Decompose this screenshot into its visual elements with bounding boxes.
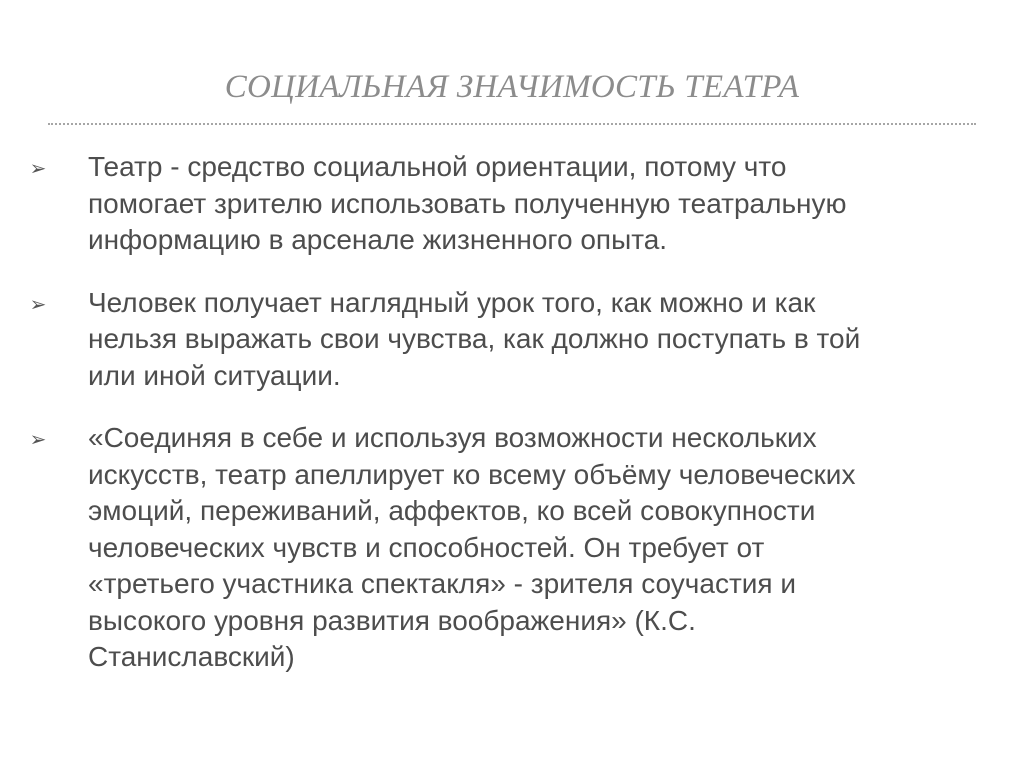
bullet-list xyxy=(24,149,984,702)
arrow-bullet-icon: ➢ xyxy=(29,156,47,180)
arrow-bullet-icon: ➢ xyxy=(29,291,47,316)
bullet-text: «Соединяя в себе и используя возможности нескольких искусств, театр апеллирует ко всему объёму человеческих эмоций, переживаний, аффектов, ко всей совокупности человеческих чувств и способностей. Он требует от «третьего участника спектакля» - зрителя соучастия и высокого уровня развития воображения» (К.С. Станиславский) xyxy=(88,422,856,672)
bullet-item xyxy=(24,420,984,676)
slide-title: СОЦИАЛЬНАЯ ЗНАЧИМОСТЬ ТЕАТРА xyxy=(224,69,800,105)
bullet-item xyxy=(24,149,984,259)
arrow-bullet-icon: ➢ xyxy=(29,427,47,451)
bullet-item xyxy=(24,285,984,395)
title-divider xyxy=(48,123,976,125)
bullet-text: Человек получает наглядный урок того, как можно и как нельзя выражать свои чувства, как должно поступать в той или иной ситуации. xyxy=(88,286,861,391)
bullet-text: Театр - средство социальной ориентации, потому что помогает зрителю использовать полученную театральную информацию в арсенале жизненного опыта. xyxy=(88,151,847,255)
